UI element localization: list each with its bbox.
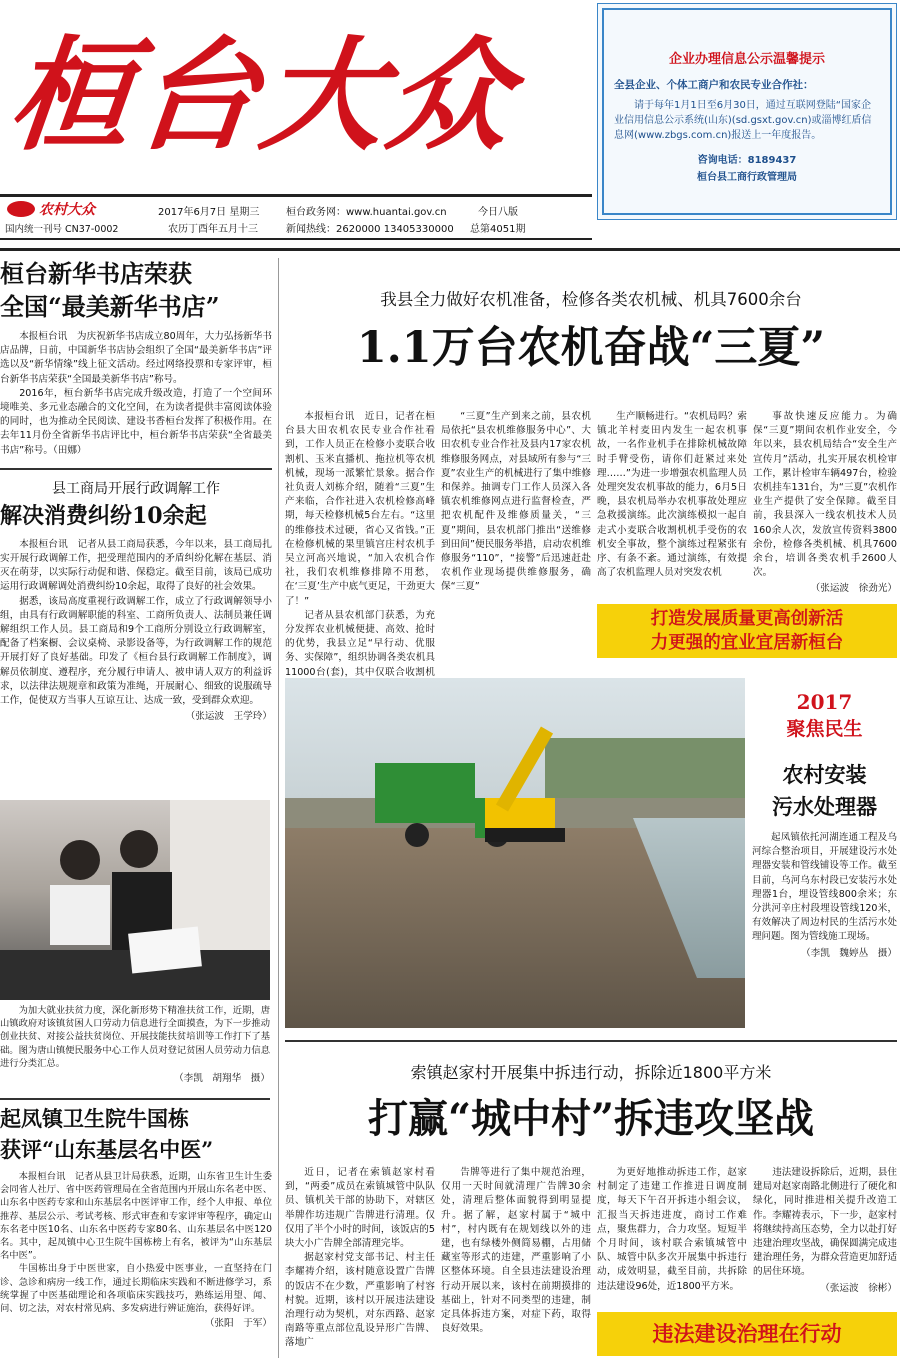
- byline: （张阳 于军）: [204, 1318, 272, 1330]
- photo-caption: 为加大就业扶贫力度，深化新形势下精准扶贫工作，近期，唐山镇政府对该镇贫困人口劳动力信息进行全面摸查，为下一步推动创业扶贫、对接公益扶贫岗位、开展技能扶贫培训等工作打下了基础。图为唐山镇便民服务中心工作人员对登记贫困人员劳动力信息进行分类汇总。: [0, 1005, 270, 1069]
- lunar-date: 农历丁酉年五月十三: [168, 224, 258, 235]
- notice-body: 请于每年1月1日至6月30日，通过互联网登陆“国家企业信用信息公示系统(山东)(sd.gsxt.gov.cn)或淄博红盾信息网(www.zbgs.com.cn)报送上一年度报告。: [614, 100, 872, 141]
- notice-audience: 全县企业、个体工商户和农民专业合作社：: [614, 79, 814, 91]
- paragraph: 本报桓台讯 为庆祝新华书店成立80周年，大力弘扬新华书店品牌，日前，中国新华书店协会组织了全国“最美新华书店”评选以及“新华情缘”线上征文活动。经过网络投票和专家评审，桓台新华书店荣获“全国最美新华书店”称号。: [0, 331, 272, 385]
- paragraph: 违法建设拆除后，近期，县住建局对赵家南路北侧进行了硬化和绿化，同时推进相关提升改造工作。李耀祷表示，下一步，赵家村将继续持高压态势，全力以赴打好违建治理攻坚战，确保圆满完成违建治理任务，为群众营造更加舒适的居住环境。: [753, 1167, 897, 1278]
- second-col-2: [441, 1166, 591, 1336]
- date: 2017年6月7日 星期三: [158, 207, 260, 218]
- kicker: 我县全力做好农机准备，检修各类农机械、机具7600余台: [380, 290, 802, 309]
- photo-side-story: [752, 690, 897, 959]
- divider: [0, 468, 272, 470]
- paragraph: “三夏”生产到来之前，县农机局依托“县农机维修服务中心”、大田农机专业合作社及县内17家农机维修服务网点，对县域所有参与“三夏”农业生产的机械进行了集中维修和保养。抽调专门工作人员深入各镇农机维修网点进行监督检查，严把农机配件及维修质量关，“三夏”期间，县农机部门推出“送维修到田间”便民服务举措，启动农机维修服务“110”，“接警”后迅速赶赴农机作业现场提供维修服务，确保“三夏”: [441, 411, 591, 593]
- photo-credit: （李凯 魏婷丛 摄）: [801, 947, 897, 959]
- article-bookstore: [0, 258, 272, 458]
- badge-text: 聚焦民生: [786, 718, 863, 740]
- issn: 国内统一刊号 CN37-0002: [5, 224, 119, 235]
- page-count: 今日八版: [478, 207, 518, 218]
- lead-col-2: [441, 410, 591, 595]
- lead-col-4: [753, 410, 897, 594]
- paragraph: 为更好地推动拆违工作，赵家村制定了违建工作推进日调度制度，每天下午召开拆违小组会议，汇报当天拆违进度，商讨工作难点，聚焦群力，合力攻坚。短短半个月时间，该村联合索镇城管中队、城管中队多次开展集中拆违行动，成效明显，截至目前，共拆除违法建设96处，近1800平方米。: [597, 1167, 747, 1292]
- paragraph: 记者从县农机部门获悉，为充分发挥农业机械便捷、高效、抢时的优势，我县立足“早行动、优服务、实保障”，组织协调各类农机具11000台(套)，其中仅联合收割机: [285, 609, 435, 678]
- photo-caption-block: [0, 1004, 270, 1084]
- paragraph: 2016年，桓台新华书店完成升级改造，打造了一个空间环境唯美、多元业态融合的文化空间，在为读者提供丰富阅读体验的同时，也为推动全民阅读、建设书香桓台发挥了积极作用。在去年11月份全省新华书店评比中，桓台新华书店荣获“全省最美书店”称号。（田娜）: [0, 387, 272, 456]
- lead-headline: 1.1万台农机奋战“三夏”: [356, 323, 826, 373]
- headline-2: 全国“最美新华书店”: [0, 292, 220, 321]
- article-consumer-disputes: [0, 478, 272, 722]
- logo-icon: [7, 201, 35, 217]
- caption-text: 起凤镇依托河湖连通工程及乌河综合整治项目，开展建设污水处理器安装和管线铺设等工作。截至目前，乌河乌东村段已安装污水处理器1台，埋设管线800余米；东分洪河辛庄村段埋设管线120米，有效解决了周边村民的生活污水处理问题。图为管线施工现场。: [752, 832, 897, 943]
- website: 桓台政务网：www.huantai.gov.cn: [286, 207, 447, 218]
- byline: （张运波 王学玲）: [185, 711, 272, 723]
- slogan-banner-2: [597, 1312, 897, 1356]
- excavator-photo: [285, 678, 745, 1028]
- paragraph: 牛国栋出身于中医世家，自小热爱中医事业，一直坚持在门诊、急诊和病房一线工作，通过长期临床实践和不断进修学习，系统掌握了中医基础理论和各项临床实践技巧，熟练运用望、闻、问、切之法，对农村常见病、多发病进行辨证施治，获得好评。: [0, 1263, 272, 1315]
- left-column: [0, 258, 272, 722]
- notice-title: 企业办理信息公示温馨提示: [668, 52, 825, 67]
- badge: [752, 690, 897, 741]
- masthead-title: 桓台大众: [2, 23, 522, 167]
- lead-col-3: [597, 410, 747, 580]
- headline: 解决消费纠纷10余起: [0, 502, 207, 529]
- slogan-line-1: 打造发展质量更高创新活: [650, 609, 844, 629]
- notice-org: 桓台县工商行政管理局: [697, 172, 797, 183]
- paragraph: 近日，记者在索镇赵家村看到，“两委”成员在索镇城管中队队员、镇机关干部的协助下，对辖区举牌作坊违规广告牌进行清理。仅仅用了半个小时的时间，该饭店的5块大小广告牌全部清理完毕。: [285, 1167, 436, 1250]
- slogan-text: 违法建设治理在行动: [652, 1321, 842, 1346]
- second-article: [285, 1050, 897, 1151]
- second-col-1: [285, 1166, 435, 1351]
- headline: 农村安装: [782, 762, 867, 787]
- second-col-4: [753, 1166, 897, 1294]
- byline: （张运波 徐彬）: [820, 1282, 897, 1294]
- divider: [0, 1098, 270, 1100]
- paragraph: 告牌等进行了集中规范治理，仅用一天时间就清理广告牌30余处，清理后整体面貌得到明显提升。据了解，赵家村属于“城中村”，村内既有在规划线以外的违建，也有绿楼外侧简易棚，占用储藏室等形式的违建，严重影响了小区整体环境。自全县违法建设治理行动开展以来，该村在前期摸排的基础上，针对不同类型的违建，制定具体拆违方案，对症下药，取得良好效果。: [441, 1167, 591, 1335]
- second-headline: 打赢“城中村”拆违攻坚战: [367, 1095, 814, 1142]
- kicker: 索镇赵家村开展集中拆违行动，拆除近1800平方米: [410, 1063, 772, 1082]
- notice-phone: 咨询电话：8189437: [697, 155, 797, 166]
- lead-col-1: [285, 410, 435, 708]
- paragraph: 生产顺畅进行。“农机局吗？索镇北羊村麦田内发生一起农机事故，一名作业机手在排除机械故障时手臂受伤，请你们赶紧过来处理……”为进一步增强农机监理人员处理突发农机事故的能力，6月5日晚，县农机局举办农机事故处理应急救援演练。此次演练模拟一起自走式小麦联合收割机机手受伤的农机安全事故，整个演练过程紧张有序、有条不紊。通过演练，有效提高了农机监理人员对突发农机: [597, 411, 747, 579]
- headline: 桓台新华书店荣获: [0, 259, 192, 288]
- slogan-banner: [597, 604, 897, 658]
- paragraph: 本报桓台讯 记者从县工商局获悉，今年以来，县工商局扎实开展行政调解工作，把受理范围内的矛盾纠纷化解在基层、消灭在萌芽，以实际行动促和谐、保稳定。截至目前，该局已成功运用行政调解调处消费纠纷10余起，取得了良好的社会效果。: [0, 538, 272, 593]
- headline-2: 污水处理器: [772, 794, 877, 819]
- photo-credit: （李凯 胡翔华 摄）: [174, 1073, 270, 1085]
- issue-number: 总第4051期: [470, 224, 526, 235]
- paragraph: 据赵家村党支部书记、村主任李耀祷介绍，该村随意设置广告牌的饭店不在少数，严重影响了村容村貌。近期，该村以开展违法建设治理行动为契机，对东西路、赵家南路等重点部位乱设异形广告牌、落地广: [285, 1252, 435, 1349]
- column-separator: [278, 258, 279, 1358]
- kicker: 县工商局开展行政调解工作: [52, 480, 220, 497]
- office-photo: [0, 800, 270, 1000]
- paragraph: 据悉，该局高度重视行政调解工作，成立了行政调解领导小组，由具有行政调解职能的科室、工商所负责人、法制员兼任调解组织工作人员。县工商局和9个工商所分别设立行政调解室，配备了档案橱、会议桌椅、录影设备等，为行政调解工作的规范开展打好了良好基础。印发了《桓台县行政调解工作制度》，调解员依制度、遵程序，充分履行申请人、被申请人双方的利益诉求，以法律法规规章和政策为准绳，开展耐心、细致的说服疏导工作，促使双方当事人互谅互让、达成一致，受到群众欢迎。: [0, 595, 272, 707]
- headline-2: 获评“山东基层名中医”: [0, 1137, 214, 1162]
- headline: 起凤镇卫生院牛国栋: [0, 1106, 189, 1131]
- second-col-3: [597, 1166, 747, 1294]
- lead-article: [285, 258, 897, 382]
- hotline: 新闻热线：2620000 13405330000: [286, 224, 454, 235]
- masthead-rule: [0, 248, 900, 251]
- info-bar: [0, 194, 592, 240]
- divider: [285, 1040, 897, 1042]
- paragraph: 事故快速反应能力。为确保“三夏”期间农机作业安全，今年以来，县农机局结合“安全生产宣传月”活动，扎实开展农机检审工作，累计检审车辆497台，检验农机挂车131台，为“三夏”农机作业生产提供了安全保障。截至目前，我县深入一线农机技术人员160余人次，发放宣传资料3800余份，检修各类机械、机具7600余台，培训各类农机手2600人次。: [753, 411, 897, 579]
- slogan-line-2: 力更强的宜业宜居新桓台: [650, 633, 844, 653]
- masthead: [2, 0, 590, 190]
- byline: （张运波 徐劲光）: [810, 583, 897, 595]
- article-tcm-doctor: [0, 1104, 272, 1329]
- paragraph: 本报桓台讯 近日，记者在桓台县大田农机农民专业合作社看到，工作人员正在检修小麦联合收割机、玉米直播机、拖拉机等农机机械，现场一派繁忙景象。据合作社负责人刘栋介绍，随着“三夏”生产来临，合作社进入农机检修高峰期，每天检修机械5台左右。“这里的维修技术过硬，省心又省钱。”正在检修机械的果里镇宫庄村农机手吴立河高兴地说，“加入农机合作社，我们农机维修排障不用愁，在‘三夏’生产中底气更足，干劲更大了！”: [285, 411, 436, 607]
- badge-year: 2017: [796, 690, 853, 714]
- sub-brand: 农村大众: [39, 202, 95, 218]
- notice-box: [597, 3, 897, 220]
- paragraph: 本报桓台讯 记者从县卫计局获悉，近期，山东省卫生计生委会同省人社厅、省中医药管理局在全省范围内开展山东名老中医、山东名中医药专家和山东基层名中医评审工作，经个人申报、单位推荐、基层公示、考试考核、形式审查和专家评审等程序，确定山东名老中医10名、山东名中医药专家80名、山东基层名中医120名。其中，起凤镇中心卫生院牛国栋榜上有名，被评为“山东基层名中医”。: [0, 1171, 272, 1262]
